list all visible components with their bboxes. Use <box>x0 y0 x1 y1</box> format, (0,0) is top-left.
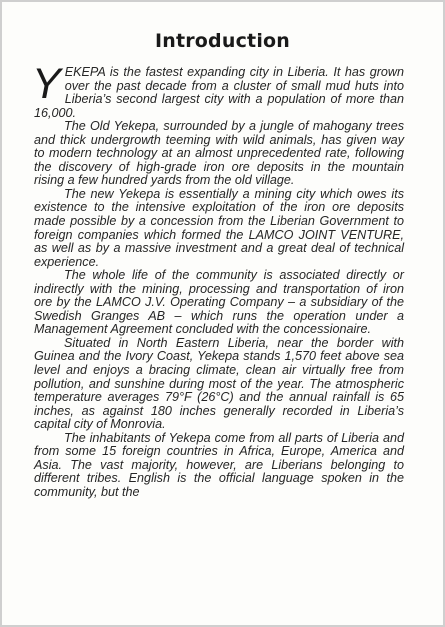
drop-cap: Y <box>32 60 61 108</box>
paragraph-5: Situated in North Eastern Liberia, near the border with Guinea and the Ivory Coast, Yekepa stands 1,570 feet above sea level and enjoys a bracing climate, clean air virtually free from pollution, and sunshine during most of the year. The atmospheric temperature averages 79°F (26°C) and the annual rainfall is 65 inches, as against 180 inches generally recorded in Liberia’s capital city of Monrovia. <box>34 335 404 432</box>
paragraph-6: The inhabitants of Yekepa come from all parts of Liberia and from some 15 foreign countries in Africa, Europe, America and Asia. The vast majority, however, are Liberians belonging to different tribes. English is the official language spoken in the community, but the <box>34 430 404 499</box>
paragraph-4: The whole life of the community is associated directly or indirectly with the mining, processing and transportation of iron ore by the LAMCO J.V. Operating Company – a subsidiary of the Swedish Granges AB – which runs the operation under a Management Agreement concluded with the concessionaire. <box>34 268 404 337</box>
paragraph-3: The new Yekepa is essentially a mining city which owes its existence to the intensive exploitation of the iron ore deposits made possible by a concession from the Liberian Government to foreign companies which formed the LAMCO JOINT VENTURE, as well as by a massive investment and a great deal of technical experience. <box>34 186 404 269</box>
paragraph-2: The Old Yekepa, surrounded by a jungle of mahogany trees and thick undergrowth teeming with wild animals, has given way to modern technology at an almost unprecedented rate, following the discovery of high-grade iron ore deposits in the mountain rising a few hundred yards from the old village. <box>34 119 404 188</box>
page-title: Introduction <box>154 30 291 52</box>
body-text <box>32 60 404 500</box>
paragraph-1-text: EKEPA is the fastest expanding city in Liberia. It has grown over the past decade from a cluster of small mud huts into Liberia’s second largest city with a population of more than 16,000. <box>34 65 404 120</box>
paragraph-1 <box>32 60 404 120</box>
